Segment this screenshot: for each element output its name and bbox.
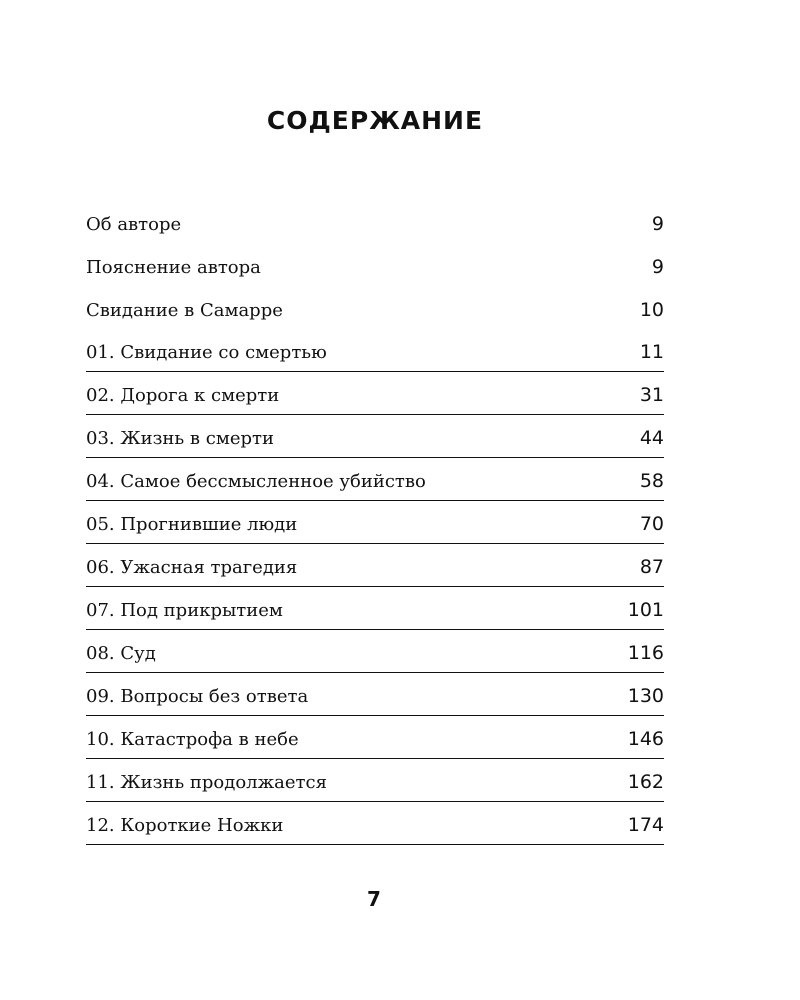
toc-entry-page: 31	[639, 384, 664, 406]
toc-entry-page: 116	[627, 642, 664, 664]
toc-entry-title: 07. Под прикрытием	[86, 600, 283, 621]
toc-entry-chapter-07	[86, 587, 664, 630]
toc-entry-title: 06. Ужасная трагедия	[86, 557, 298, 578]
toc-entry-title: 04. Самое бессмысленное убийство	[86, 471, 426, 492]
toc-entry-title: 03. Жизнь в смерти	[86, 428, 274, 449]
toc-entry-title: 11. Жизнь продолжается	[86, 772, 327, 793]
toc-entry-title: 09. Вопросы без ответа	[86, 686, 309, 707]
toc-entry-page: 9	[651, 256, 664, 278]
toc-entry-page: 162	[627, 771, 664, 793]
toc-entry-page: 101	[627, 599, 664, 621]
toc-entry-title: Об авторе	[86, 214, 182, 235]
toc-entry-chapter-09	[86, 673, 664, 716]
page-number: 7	[367, 887, 381, 911]
toc-entry-chapter-01	[86, 329, 664, 372]
page-title: СОДЕРЖАНИЕ	[266, 106, 484, 135]
toc-entry-title: Пояснение автора	[86, 257, 261, 278]
toc-entry-page: 87	[639, 556, 664, 578]
toc-entry-chapter-11	[86, 759, 664, 802]
toc-entry-chapter-10	[86, 716, 664, 759]
toc-entry-title: 10. Катастрофа в небе	[86, 729, 299, 750]
toc-entry-page: 70	[639, 513, 664, 535]
toc-entry-samarra	[86, 286, 664, 329]
toc-entry-chapter-03	[86, 415, 664, 458]
toc-entry-title: 01. Свидание со смертью	[86, 342, 327, 363]
toc-entry-chapter-02	[86, 372, 664, 415]
toc-entry-title: 05. Прогнившие люди	[86, 514, 298, 535]
toc-entry-chapter-05	[86, 501, 664, 544]
toc-entry-page: 44	[639, 427, 664, 449]
toc-entry-chapter-04	[86, 458, 664, 501]
toc-entry-page: 130	[627, 685, 664, 707]
toc-entry-title: Свидание в Самарре	[86, 300, 283, 321]
toc-entry-title: 08. Суд	[86, 643, 156, 664]
toc-entry-chapter-08	[86, 630, 664, 673]
toc-entry-page: 174	[627, 814, 664, 836]
toc-entry-title: 12. Короткие Ножки	[86, 815, 284, 836]
toc-entry-page: 58	[639, 470, 664, 492]
toc-entry-chapter-12	[86, 802, 664, 845]
toc-entry-page: 11	[639, 341, 664, 363]
toc-entry-page: 146	[627, 728, 664, 750]
toc-entry-chapter-06	[86, 544, 664, 587]
table-of-contents	[86, 200, 664, 845]
toc-entry-author-note	[86, 243, 664, 286]
toc-entry-page: 9	[651, 213, 664, 235]
toc-entry-page: 10	[639, 299, 664, 321]
toc-entry-title: 02. Дорога к смерти	[86, 385, 280, 406]
toc-entry-about-author	[86, 200, 664, 243]
